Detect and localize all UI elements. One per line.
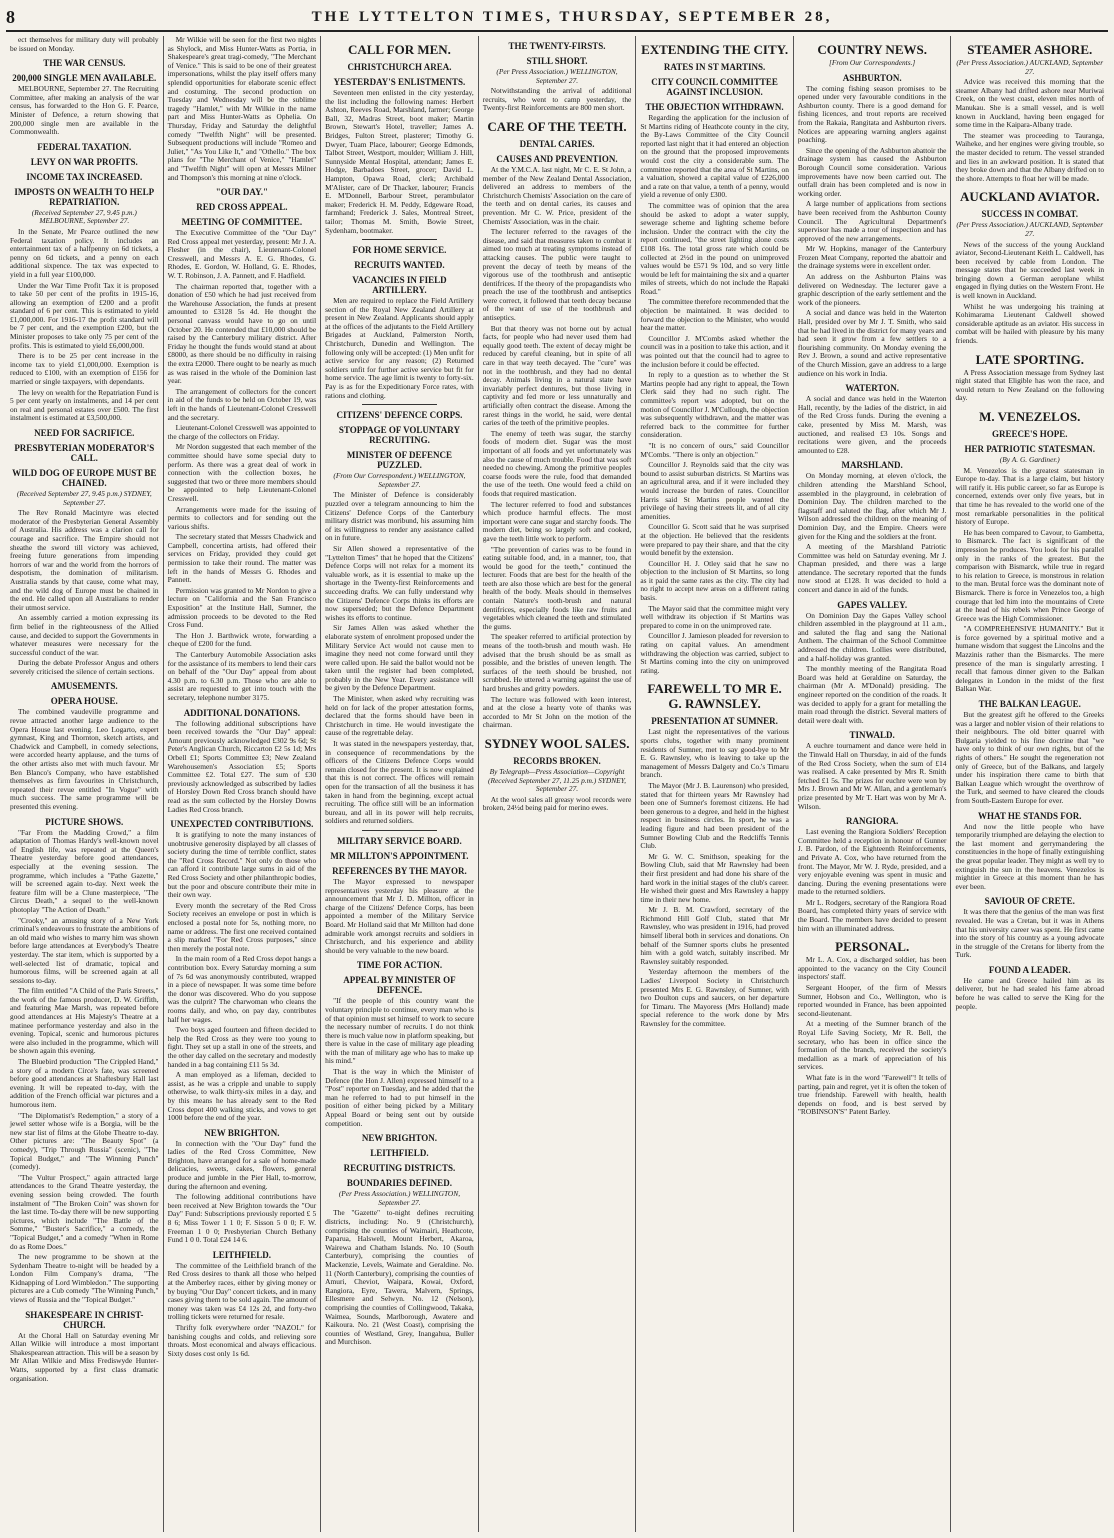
article-paragraph: The Rev Ronald Macintyre was elected moderator of the Presbyterian General Assembly of Australia. His address was a clarion call for courage and sacrifice. The Empire should not sheathe the sword till victory was achieved, freeing future generations from impending horrors of war and the world from the horrors of despotism, the domination of militarism. Australia stands by that cause, come what may, and the wild dog of Europe must be chained in the end. He called upon all Australians to render their utmost service.	[10, 508, 159, 612]
article-paragraph: The levy on wealth for the Repatriation Fund is 5 per cent yearly on instalments, and 14 per cent on real and personal estates over £500. The first instalment is estimated at £3,500,000.	[10, 387, 159, 423]
article-subheading: VACANCIES IN FIELD ARTILLERY.	[352, 275, 447, 296]
article-paragraph: The committee therefore recommended that the objection be maintained. It was decided to forward the objection to the Minister, who would hear the matter.	[640, 297, 789, 333]
article-paragraph: Thrifty folk everywhere order "NAZOL" for banishing coughs and colds, and relieving sore throats. Most economical and always efficacious. Sixty doses cost only 1s 6d.	[167, 1322, 317, 1358]
article-paragraph: Under the War Time Profit Tax it is proposed to take 50 per cent of the profits in 1915-16, allowing an exemption of £200 and a profit standard of 6 per cent. This is estimated to yield £1,000,000. For 1916-17 the profit standard will be 7 per cent, and the exemption £200, but the Minister proposes to take only 75 per cent of the profits. This is estimated to yield £6,000,000.	[10, 280, 159, 350]
article-subheading: FOUND A LEADER.	[988, 964, 1071, 975]
dateline: [From Our Correspondents.]	[829, 58, 916, 67]
dateline: (Received September 27, 9.45 p.m.) MELBOURNE, September 27.	[31, 207, 137, 226]
article-paragraph: MELBOURNE, September 27. The Recruiting Committee, after making an analysis of the war census, has forwarded to the Hon G. F. Pearce, Minister of Defence, a return showing that 200,000 single men are available in the Commonwealth.	[10, 84, 159, 137]
article-subheading: DENTAL CARIES.	[519, 138, 595, 149]
article-paragraph: The secretary stated that Messrs Chadwick and Campbell, concertina artists, had offered their services on Friday, provided they could get permission to take their round. The matter was left in the hands of Messrs G. Rhodes and Pannett.	[167, 532, 317, 585]
article-paragraph: "A COMPREHENSIVE HUMANITY." But it is force governed by a spiritual motive and a humane wisdom that suggest the Lincolns and the Mazzinis rather than the Bismarcks. The mere presence of the man is singularly arresting. I recall that famous dinner given to the Balkan delegates in London in the midst of the first Balkan War.	[955, 624, 1105, 694]
article-paragraph: The following additional subscriptions have been received towards the "Our Day" appeal: Amount previously acknowledged £302 9s 6d; St Peter's Anglican Church, Riccarton £2 5s 1d; Mrs Orbell £1; Sports Committee £3; New Zealand Warehousemen's Association £5; Sports Committee £2. Total £27. The sum of £30 previously acknowledged as subscribed by ladies of Horsley Down Red Cross branch should have read as the sum collected by the Horsley Downs Ladies Red Cross branch.	[167, 718, 317, 814]
article-paragraph: Councillor J. Reynolds said that the city was bound to assist suburban districts. St Martins was an agricultural area, and if it were included they would increase the burden of rates. Councillor Harris said St Martins people wanted the privilege of having their streets lit, and of all city amenities.	[640, 460, 789, 521]
column-4	[479, 36, 637, 1532]
article-subheading: WHAT HE STANDS FOR.	[977, 810, 1082, 821]
dateline: (Per Press Association.) WELLINGTON, September 27.	[496, 67, 618, 85]
article-subheading: TINWALD.	[849, 730, 895, 741]
article-paragraph: Last night the representatives of the various sports clubs, together with many prominent residents of Sumner, met to say good-bye to Mr E. G. Rawnsley, who is leaving to take up the management of Messrs Dalgety and Co.'s Timaru branch.	[640, 727, 789, 780]
article-paragraph: News of the success of the young Auckland aviator, Second-Lieutenant Keith L. Caldwell, has been received by cable from London. The message states that he succeeded last week in bringing down a German aeroplane whilst engaged in flying duties on the Western Front. He is well known in Auckland.	[955, 239, 1105, 301]
article-subheading: RATES IN ST MARTINS.	[663, 62, 766, 72]
article-paragraph: The speaker referred to artificial protection by means of the tooth-brush and mouth wash. He advised that the brush should be as small as possible, and the bristles of uneven length. The surfaces of the teeth should be brushed, not scrubbed. He uttered a warning against the use of hard brushes and gritty powders.	[482, 632, 632, 693]
section-divider	[362, 239, 436, 240]
article-subheading: SUCCESS IN COMBAT.	[981, 209, 1078, 220]
article-paragraph: A Press Association message from Sydney last night stated that Eligible has won the race, and would return to New Zealand on the following day.	[955, 367, 1105, 403]
article-subheading: STILL SHORT.	[526, 56, 588, 66]
article-paragraph: The Minister, when asked why recruiting was held on for lack of the proper attestation forms, declared that the forms should have been in Christchurch in time. He would investigate the cause of the regrettable delay.	[325, 694, 474, 738]
article-subheading: APPEAL BY MINISTER OF DEFENCE.	[343, 975, 456, 996]
article-paragraph: Mr Nordon suggested that each member of the committee should have some special duty to perform. As there was a great deal of work in connection with the collection boxes, he suggested that two or three more members should be appointed to help Lieutenant-Colonel Cresswell.	[167, 442, 317, 503]
article-paragraph: Lieutenant-Colonel Cresswell was appointed to the charge of the collectors on Friday.	[167, 423, 317, 441]
article-paragraph: At the Y.M.C.A. last night, Mr C. E. St John, a member of the New Zealand Dental Association, delivered an address to members of the Christchurch Chemists' Association on the care of the teeth and on dental caries, its causes and prevention. Mr C. W. Price, president of the Chemists' Association, was in the chair.	[482, 164, 632, 226]
article-subheading: THE WAR CENSUS.	[43, 58, 126, 69]
article-paragraph: An assembly carried a motion expressing its firm belief in the righteousness of the Allied cause, and decided to support the Governments in whatever measures were necessary for the successful conduct of the war.	[10, 613, 159, 657]
article-subheading: SHAKESPEARE IN CHRIST-CHURCH.	[25, 1309, 144, 1330]
article-paragraph: But the greatest gift he offered to the Greeks was a larger and nobler vision of their relations to their neighbours. The old bitter quarrel with Bulgaria yielded to his fine doctrine that "we have only to think of our own rights, but of the rights of others." He sought the regeneration not only of Greece, but of the Balkans, and largely under his inspiration there came to birth that Balkan League which wrought the overthrow of the Turk, and seemed to have cleared the clouds from South-Eastern Europe for ever.	[955, 710, 1105, 805]
article-paragraph: The lecture was followed with keen interest, and at the close a hearty vote of thanks was accorded to Mr St John on the motion of the chairman.	[482, 694, 632, 730]
article-paragraph: Every month the secretary of the Red Cross Society receives an envelope or post in which is enclosed a postal note for 5s, nothing more, no name or address. The first one received contained a slip marked "For Red Cross purposes," since then merely the postal note.	[167, 900, 317, 953]
article-subheading: CAUSES AND PREVENTION.	[496, 153, 618, 164]
article-subheading: NEW BRIGHTON.	[204, 1127, 280, 1138]
article-subheading: FEDERAL TAXATION.	[37, 141, 132, 152]
article-paragraph: The Hon J. Barthwick wrote, forwarding a cheque of £200 for the fund.	[167, 630, 317, 649]
article-paragraph: The film entitled "A Child of the Paris Streets," the work of the famous producer, D. W. Griffith, and featuring Mae Marsh, was repeated before good attendances at His Majesty's Theatre at a matinee performance yesterday and also in the evening. Topical, scenic and humorous pictures were also included in the programme, which will be shown again this evening.	[10, 986, 159, 1056]
article-paragraph: A euchre tournament and dance were held in the Tinwald Hall on Thursday, in aid of the funds of the Red Cross Society, when the sum of £14 was realised. A cake presented by Mrs R. Smith fetched £1 5s. The prizes for euchre were won by Mrs J. Brown and Mr W. Allan, and a gentleman's prize presented by Mr T. Hart was won by Mr A. Wilson.	[797, 741, 947, 811]
article-subheading: MEETING OF COMMITTEE.	[181, 217, 303, 228]
article-paragraph: Yesterday afternoon the members of the Ladies' Liverpool Society in Christchurch presented Mrs E. G. Rawnsley, of Sumner, with two Doulton cups and saucers, on her departure for Timaru. The Mayoress (Mrs Holland) made special reference to the work done by Mrs Rawnsley for the committee.	[640, 967, 789, 1028]
article-paragraph: The following additional contributions have been received at New Brighton towards the "Our Day" Fund: Subscriptions previously reported £ 5 8 6; Miss Tower 1 1 0; F. Sisson 5 0 0; F. W. Freeman 1 0 0; Presbyterian Church Bethany Fund 1 0 0. Total £24 14 6.	[167, 1192, 317, 1245]
article-subheading: REFERENCES BY THE MAYOR.	[332, 865, 467, 876]
article-paragraph: In reply to a question as to whether the St Martins people had any right to appeal, the Town Clerk said they had no such right. The committee's report was adopted, but on the motion of Councillor J. M'Cullough, the objection was subsequently withdrawn, and the matter was referred back to the committee for further consideration.	[640, 370, 789, 440]
article-subheading: LEVY ON WAR PROFITS.	[30, 156, 138, 167]
article-paragraph: At the Choral Hall on Saturday evening Mr Allan Wilkie will introduce a most important Shakespearean attraction. This will be a season by Mr Allan Wilkie and Miss Frediswyde Hunter-Watts, supported by a first class dramatic organisation.	[10, 1330, 159, 1383]
article-subheading: SAVIOUR OF CRETE.	[984, 896, 1075, 907]
dateline: (Per Press Association.) WELLINGTON, September 27.	[338, 1189, 461, 1207]
article-headline: EXTENDING THE CITY.	[641, 42, 789, 57]
article-paragraph: Mr G. W. C. Smithson, speaking for the Bowling Club, said that Mr Rawnsley had been their first president and had done his share of the hard work in the initial stages of the club's career. He wished their guest and Mrs Rawnsley a happy time in their new home.	[640, 851, 789, 904]
article-headline: FAREWELL TO MR E. G. RAWNSLEY.	[647, 681, 782, 712]
article-paragraph: At a meeting of the Sumner branch of the Royal Life Saving Society, Mr R. Bell, the secretary, who has been in office since the formation of the branch, received the society's medallion as a mark of appreciation of his services.	[797, 1019, 947, 1072]
article-subheading: THE TWENTY-FIRSTS.	[508, 41, 606, 51]
article-paragraph: Councillor G. Scott said that he was surprised at the objection. He believed that the residents were prepared to pay their share, and that the city would benefit by the extension.	[640, 522, 789, 558]
article-paragraph: He has been compared to Cavour, to Gambetta, to Bismarck. The fact is significant of the impression he produces. You look for his parallel only in the ranks of the greatest. But the comparison with Bismarck, while true in regard to his relation to Greece, is monstrous in relation to the man. Brutal force was the dominant note of Bismarck. There is force in Venezelos too, a high courage that led him into the mountains of Crete at the head of his rebels when Prince George of Greece was the High Commissioner.	[955, 527, 1105, 623]
article-subheading: BOUNDARIES DEFINED.	[346, 1178, 452, 1189]
article-paragraph: It is gratifying to note the many instances of unobtrusive generosity displayed by all classes of society during the time of terrible conflict, states the "Red Cross Record." Not only do those who can afford it contribute large sums in aid of the Red Cross Society and other philanthropic bodies, but the poor and obscure contribute their mite in their own way.	[167, 830, 317, 900]
article-paragraph: Arrangements were made for the issuing of permits to collectors and for sending out the various shifts.	[167, 504, 317, 531]
article-paragraph: At the wool sales all greasy wool records were broken, 24½d being paid for merino ewes.	[482, 794, 632, 813]
article-paragraph: The Canterbury Automobile Association asks for the assistance of its members to lend their cars on behalf of the "Our Day" appeal from about 4.30 p.m. to 6.30 p.m. Those who are able to assist are requested to get into touch with the secretary, telephone number 3175.	[167, 650, 317, 702]
dateline: (By A. G. Gardiner.)	[999, 455, 1060, 464]
article-paragraph: An address on the Ashburton Plains was delivered on Wednesday. The lecturer gave a graphic description of the early settlement and the work of the pioneers.	[797, 272, 947, 307]
article-paragraph: The coming fishing season promises to be opened under very favourable conditions in the Ashburton county. There is a good demand for fishing licences, and trout reports are received from the Rakaia, Rangitata and Ashburton rivers. Notices are appearing warning anglers against poaching.	[797, 83, 947, 145]
article-subheading: WATERTON.	[845, 383, 899, 394]
article-paragraph: ect themselves for military duty will probably be issued on Monday.	[10, 36, 159, 53]
article-paragraph: It was there that the genius of the man was first revealed. He was a Cretan, but it was in Athens that his university career was spent. He first came into the story of his country as a young advocate in the struggle of the Cretans for liberty from the Turk.	[955, 907, 1105, 960]
article-paragraph: Sir Allen showed a representative of the "Lyttelton Times" that he hoped that the Citizens' Defence Corps will not relax for a moment its valuable work, as it is essential to make up the shortage in the Twenty-first Reinforcements and succeeding drafts. We can fully understand why the Citizens' Defence Corps thinks its efforts are now superseded; but the Defence Department wishes its efforts to continue.	[325, 543, 474, 622]
article-subheading: RANGIORA.	[846, 816, 899, 827]
article-paragraph: A social and dance was held in the Waterton Hall, recently, by the ladies of the district, in aid of the Red Cross funds. During the evening a cake, presented by Miss M. Marsh, was auctioned, and realised £3 10s. Songs and recitations were given, and the proceeds amounted to £28.	[797, 394, 947, 455]
article-paragraph: Councillor H. J. Otley said that he saw no objection to the inclusion of St Martins, so long as it paid the same rates as the city. The city had no right to accept new areas on a different rating basis.	[640, 558, 789, 603]
article-paragraph: The Minister of Defence is considerably puzzled over a telegram announcing to him the Citizens' Defence Corps of the Canterbury military district was moribund, his assuming him of its willingness to render any assistance called on in future.	[325, 490, 474, 543]
article-paragraph: A meeting of the Marshland Patriotic Committee was held on Saturday evening. Mr J. Chapman presided, and there was a large attendance. The secretary reported that the funds now stood at £128. It was decided to hold a concert and dance in aid of the funds.	[797, 542, 947, 595]
article-subheading: MR MILLTON'S APPOINTMENT.	[330, 850, 469, 861]
article-paragraph: Notwithstanding the arrival of additional recruits, who went to camp yesterday, the Twenty-first Reinforcements are 800 men short.	[482, 86, 632, 113]
article-subheading: THE OBJECTION WITHDRAWN.	[645, 102, 784, 112]
newspaper-title: THE LYTTELTON TIMES, THURSDAY, SEPTEMBER 28,	[311, 8, 833, 25]
article-subheading: GAPES VALLEY.	[837, 599, 908, 610]
article-paragraph: Mr W. Hopkins, manager of the Canterbury Frozen Meat Company, reported the abattoir and the drainage systems were in excellent order.	[797, 244, 947, 271]
article-paragraph: "The prevention of caries was to be found in eating suitable food, and, in a manner, too, that would be good for the teeth," continued the lecturer. Foods that are best for the health of the teeth are also those which are best for the general health of the body. Meals should in themselves contain Nature's tooth-brush and natural dentifrices, especially foods like raw fruits and vegetables which cleaned the teeth and stimulated the gums.	[482, 544, 632, 631]
article-subheading: MINISTER OF DEFENCE PUZZLED.	[346, 450, 453, 471]
article-paragraph: In connection with the "Our Day" fund the ladies of the Red Cross Committee, New Brighton, have arranged for a sale of home-made delicacies, sweets, cakes, flowers, general produce and jumble in the Pier Hall, to-morrow, during the afternoon and evening.	[167, 1138, 317, 1191]
article-paragraph: Seventeen men enlisted in the city yesterday, the list including the following names: Herbert Ashton, Reeves Road, Marshland, farmer; George Ball, 32, Madras Street, boot maker; Martin Brown, Stewart's Hotel, traveller; James A. Bridges, Fulton Street, plasterer; Timothy G. Dwyer, Tuam Place, labourer; George Edmonds, Talbot Street, Westport, moulder; William J. Hill, Sunnyside Mental Hospital, attendant; James E. Hodge, Barbadoes Street, grocer; David L. Hampton, Opawa Road, clerk; Archibald M'Alister, care of Dr Thacker, labourer; Francis E. M'Donnell, Barbour Street, perambulator maker; Frederick H. M. Peddy, Edgeware Road, farmhand; Frederick J. Sales, Montreal Street, tailor; Thomas M. Smith, Bowie Street, Sydenham, bootmaker.	[325, 88, 474, 235]
column-7	[951, 36, 1108, 1532]
article-subheading: LEITHFIELD.	[212, 1249, 271, 1260]
article-paragraph: In the main room of a Red Cross depot hangs a contribution box. Every Saturday morning a sum of 7s 6d was anonymously contributed, wrapped in a piece of newspaper. It was some time before the donor was discovered. Who do you suppose was the culprit? The charwoman who cleans the rooms daily, and who, on pay day, contributes half her wages.	[167, 954, 317, 1024]
article-paragraph: The monthly meeting of the Rangitata Road Board was held at Geraldine on Saturday, the chairman (Mr A. M'Donald) presiding. The engineer reported on the condition of the roads. It was decided to apply for a grant for metalling the main road through the district. Several matters of detail were dealt with.	[797, 664, 947, 725]
article-paragraph: Mr Wilkie will be seen for the first two nights as Shylock, and Miss Hunter-Watts as Portia, in Shakespeare's great tragi-comedy, "The Merchant of Venice." This is said to be one of their greatest impersonations, whilst the play itself offers many splendid opportunities for elaborate scenic effect and costuming. The second production on Tuesday and Wednesday will be the sublime tragedy "Hamlet," with Mr Wilkie in the name part and Miss Hunter-Watts as Ophelia. On Thursday, Friday and Saturday the delightful comedy "Twelfth Night" will be presented. Subsequent productions will include "Romeo and Juliet," "As You Like It," and "Othello." The box plans for "The Merchant of Venice," "Hamlet" and "Twelfth Night" will open at Messrs Milner and Thompson's this morning at nine o'clock.	[167, 36, 317, 182]
article-paragraph: A large number of applications from sections have been received from the Ashburton County Council. The Agricultural Department's supervisor has made a tour of inspection and has approved of the new arrangements.	[797, 199, 947, 243]
article-paragraph: On Dominion Day the Gapes Valley school children assembled in the playground at 11 a.m., and saluted the flag and sang the National Anthem. The chairman of the School Committee addressed the children. Lollies were distributed, and a half-holiday was granted.	[797, 610, 947, 663]
dateline: (Per Press Association.) AUCKLAND, September 27.	[956, 220, 1104, 238]
article-paragraph: It was stated in the newspapers yesterday, that, in consequence of recommendations by the officers of the Citizens Defence Corps would remain closed for the present. It is now explained that this is not correct. The offices will remain open for the transaction of all the business it has taken in hand from the beginning, except actual recruiting. The office still will be an information bureau, and all in its power will help recruits, soldiers and returned soldiers.	[325, 739, 474, 826]
article-headline: PERSONAL.	[835, 939, 910, 955]
article-paragraph: The arrangement of collectors for the concert in aid of the funds to be held on October 19, was left in the hands of Lieutenant-Colonel Cresswell and the secretary.	[167, 386, 317, 422]
article-paragraph: Mr L. Rodgers, secretary of the Rangiora Road Board, has completed thirty years of service with the Board. The members have decided to present him with an illuminated address.	[797, 897, 947, 933]
article-headline: SYDNEY WOOL SALES.	[484, 735, 630, 751]
article-subheading: CITIZENS' DEFENCE CORPS.	[336, 410, 463, 421]
article-paragraph: Mr J. B. M. Crawford, secretary of the Richmond Hill Golf Club, stated that Mr Rawnsley, who was president in 1916, had proved himself liberal both in services and donations. On behalf of the Sumner sports clubs he presented him with a gold watch, suitably inscribed. Mr Rawnsley suitably responded.	[640, 905, 789, 966]
section-divider	[362, 404, 436, 405]
article-subheading: ADDITIONAL DONATIONS.	[183, 707, 301, 718]
article-subheading: WILD DOG OF EUROPE MUST BE CHAINED.	[12, 468, 157, 488]
article-paragraph: A social and dance was held in the Waterton Hall, presided over by Mr J. T. Smith, who said that he had lived in the district for many years and had seen it grow from a few settlers to a flourishing community. On Monday evening the Rev J. Brown, a sound and active representative of the Church Mission, gave an address to a large audience on his work in India.	[797, 308, 947, 378]
article-headline: AUCKLAND AVIATOR.	[960, 189, 1100, 205]
article-paragraph: "Far From the Madding Crowd," a film adaptation of Thomas Hardy's well-known novel of English life, was repeated at the Queen's Theatre yesterday before good attendances, especially at the evening session. The programme, which includes a "Pathe Gazette," will be screened again to-day. Next week the feature film will be a Clune masterpiece, "The Circus Death," a sequel to the well-known photoplay "The Action of Death."	[10, 827, 159, 914]
article-headline: CALL FOR MEN.	[347, 42, 451, 57]
article-paragraph: But that theory was not borne out by actual facts, for people who had never used them had equally good teeth. The extent of decay might be reduced by careful cleaning, but in spite of all care in that way teeth decayed. The "cure" was not in the toothbrush, and they had no dental decay. Animals living in a natural state have invariably perfect dentures, but those living in captivity and fed more or less unnaturally and artificially often contract the disease. Among the rarest things in the world, he said, were dental caries of the teeth of the primitive peoples.	[482, 323, 632, 428]
article-paragraph: In the Senate, Mr Pearce outlined the new Federal taxation policy. It includes an entertainment tax of a halfpenny on 6d tickets, a penny on 6d tickets, and a penny on each additional sixpence. The tax was expected to yield in a full year £100,000.	[10, 226, 159, 279]
article-headline: M. VENEZELOS.	[979, 409, 1081, 424]
article-paragraph: Sergeant Hooper, of the firm of Messrs Sumner, Hobson and Co., Wellington, who is reported wounded in France, has been appointed second-lieutenant.	[797, 983, 947, 1018]
article-paragraph: The Mayor said that the committee might very well withdraw its objection if St Martins was prepared to come in on the unimproved rate.	[640, 603, 789, 630]
article-paragraph: Regarding the application for the inclusion of St Martins riding of Heathcote county in the city, the By-Laws Committee of the City Council reported last night that it had entered an objection on the ground that the proposed improvements would cost the city a considerable sum. The committee reported that the area of St Martins, on a valuation, showed a capital value of £226,000 and a rate on that value, a tenth of a penny, would yield a revenue of only £300.	[640, 113, 789, 200]
article-paragraph: The enemy of teeth was sugar, the starchy foods of modern diet. Sugar was the most important of all foods and yet unfortunately was also the cause of much trouble. Food that was soft needed no chewing. Among the primitive peoples coarse foods were the rule, food that demanded the use of the teeth. One would feed a child on foods that required mastication.	[482, 428, 632, 498]
article-paragraph: The Executive Committee of the "Our Day" Red Cross appeal met yesterday, present: Mr J. A. Flesher (in the chair), Lieutenant-Colonel Cresswell, and Messrs A. E. G. Rhodes, G. Rhodes, E. Gordon, W. Holland, G. E. Rhodes, W. T. Robinson, J. A. Pannett, and F. Hadfield.	[167, 228, 317, 281]
article-subheading: PRESBYTERIAN MODERATOR'S CALL.	[14, 443, 155, 463]
article-paragraph: And now the little people who have temporarily triumphed are delaying the election to the last moment and gerrymandering the constituencies in the hope of finally extinguishing the great popular leader. They might as well try to extinguish the sun in the heavens. Venezelos is mightier in Greece at this moment than he has ever been.	[955, 821, 1105, 891]
column-5	[636, 36, 794, 1532]
article-paragraph: That is the way in which the Minister of Defence (the Hon J. Allen) expressed himself to a "Post" reporter on Tuesday, and he added that the man he referred to had to put himself in the position of either being picked by a Military Appeal Board or being sent out by outside competition.	[325, 1067, 474, 1128]
masthead	[6, 4, 1108, 32]
article-headline: CARE OF THE TEETH.	[487, 118, 627, 134]
article-paragraph: "Crooky," an amusing story of a New York criminal's endeavours to frustrate the ambitions of an old maid who wishes to marry him was shown before large attendances at Everybody's Theatre yesterday. The star item, which is supported by a well-selected list of dramatic, topical and humorous films, will be screened again at all sessions to-day.	[10, 915, 159, 985]
article-paragraph: The steamer was proceeding to Tauranga, Waiheke, and her engines were giving trouble, so the master decided to return. The vessel stranded and lies in an awkward position. It is stated that they broke down and that the Albany drifted on to the shore. Attempts to float her will be made.	[955, 130, 1105, 183]
article-headline: STEAMER ASHORE.	[967, 42, 1093, 57]
article-subheading: NEW BRIGHTON.	[361, 1133, 438, 1144]
article-paragraph: Sir James Allen was asked whether the elaborate system of enrolment proposed under the Military Service Act would not cause men to imagine they need not come forward until they were called upon. He said the ballot would not be taken until the register had been completed, probably in the New Year. Every assistance will be given by the Defence Department.	[325, 623, 474, 693]
article-paragraph: What fate is in the word "Farewell"! It tells of parting, pain and regret, yet it is often the token of true friendship. Farewell with health, health depends on food, and is best served by "ROBINSON'S" Patent Barley.	[797, 1072, 947, 1117]
article-paragraph: Since the opening of the Ashburton abattoir the drainage system has caused the Ashburton Borough Council some consideration. Various improvements have now been carried out. The outfall drain has been completed and is now in working order.	[797, 145, 947, 198]
article-paragraph: The Bluebird production "The Crippled Hand," a story of a modern Circe's fate, was screened before good attendances at Shaftesbury Hall last evening. It will be repeated to-day, with the addition of the French official war pictures and a humorous item.	[10, 1057, 159, 1109]
article-paragraph: The Mayor (Mr J. B. Laurenson) who presided, stated that for thirteen years Mr Rawnsley had been one of Sumner's foremost citizens. He had been generous to a degree, and held in the highest respect in business circles. In sport, he was a leading figure and had been president of the Sumner Bowling Club and the Redcliffs Tennis Club.	[640, 780, 789, 851]
dateline: (Received September 27, 9.45 p.m.) SYDNEY, September 27.	[16, 489, 152, 507]
article-subheading: ASHBURTON.	[842, 72, 902, 83]
article-paragraph: "The Diplomatist's Redemption," a story of a jewel setter whose wife is a Borgia, will be the new star list of films at the Globe Theatre to-day. Other pictures are: "The Beauty Spot" (a comedy), "Trip Through Russia" (scenic), "The Topical Budget," and "The Winning Punch" (comedy).	[10, 1110, 159, 1172]
dateline: By Telegraph—Press Association—Copyright (Received September 27, 11.25 p.m.) SYDNEY, September 27.	[488, 766, 626, 794]
column-2	[164, 36, 322, 1532]
article-paragraph: Men are required to replace the Field Artillery section of the Royal New Zealand Artillery at present in New Zealand. Applicants should apply at the offices of the adjutants to the Field Artillery Brigades at Auckland, Palmerston North, Christchurch, Dunedin and Wellington. The following only will be accepted: (1) Men unfit for active service for any reason; (2) Returned soldiers unfit for further active service but fit for home service. The age limit is twenty to forty-six. Pay is as for the Expeditionary Force rates, with rations and clothing.	[325, 296, 474, 400]
column-3	[321, 36, 479, 1532]
article-paragraph: He came and Greece hailed him as its deliverer, but he had sealed his fame abroad before he was called to serve the King for the people.	[955, 975, 1105, 1011]
article-subheading: CHRISTCHURCH AREA.	[347, 62, 452, 72]
article-subheading: "OUR DAY."	[215, 187, 269, 198]
article-subheading: CITY COUNCIL COMMITTEE AGAINST INCLUSION.	[651, 77, 778, 97]
article-paragraph: A man employed as a lifeman, decided to assist, as he was a cripple and unable to supply otherwise, to walk thirty-six miles in a day, and by this means he has already sent to the Red Cross depot 400 walking sticks, and vows to get 1000 before the end of the year.	[167, 1070, 317, 1123]
article-subheading: RECRUITS WANTED.	[354, 260, 445, 271]
article-subheading: NEED FOR SACRIFICE.	[34, 428, 135, 438]
article-paragraph: Councillor J. Jamieson pleaded for reversion to rating on capital values. An amendment withdrawing the objection was carried, subject to St Martins coming into the city on unimproved rating.	[640, 631, 789, 675]
article-subheading: HER PATRIOTIC STATESMAN.	[964, 444, 1096, 454]
article-paragraph: Councillor J. M'Combs asked whether the council was in a position to take this action, and it was pointed out that the council had to agree to the inclusion before it could be effected.	[640, 333, 789, 369]
article-paragraph: "It is no concern of ours," said Councillor M'Combs. "There is only an objection."	[640, 440, 789, 459]
article-paragraph: There is to be 25 per cent increase in the income tax to yield £1,000,000. Exemption is reduced to £100, with an exemption of £156 for married or single taxpayers, with dependants.	[10, 351, 159, 387]
article-subheading: MILITARY SERVICE BOARD.	[337, 835, 462, 846]
article-paragraph: The lecturer referred to the ravages of the disease, and said that measures taken to combat it aimed too much at treating symptoms instead of attacking causes. The public were taught to prevent the decay of teeth by means of the vigorous use of the toothbrush and antiseptic dentifrices. If the theory of the propagandists who preach the use of the toothbrush and antiseptics were correct, it followed that teeth decay because of the want of use of the toothbrush and antiseptics.	[482, 227, 632, 323]
article-paragraph: The Mayor expressed to newspaper representatives yesterday his pleasure at the announcement that Mr J. D. Millton, officer in charge of the Citizens' Defence Corps, has been appointed a member of the Military Service Board. Mr Holland said that Mr Millton had done admirable work amongst recruits and soldiers in Christchurch, and his experience and ability should be very valuable to the new board.	[325, 876, 474, 955]
article-subheading: MARSHLAND.	[841, 460, 903, 471]
article-paragraph: The lecturer referred to food and substances which produce harmful effects. The most important were cane sugar and starchy foods. The modern diet, being so largely soft and cooked, gave the teeth little work to perform.	[482, 499, 632, 543]
article-paragraph: On Monday morning, at eleven o'clock, the children attending the Marshland School, assembled in the playground, in celebration of Dominion Day. The children marched to the flagstaff and saluted the flag, after which Mr J. Wilson addressed the children on the meaning of Dominion Day, and the Empire. Cheers were given for the King and the soldiers at the front.	[797, 471, 947, 541]
article-paragraph: Last evening the Rangiora Soldiers' Reception Committee held a reception in honour of Gunner J. B. Pardon, of the Eighteenth Reinforcements, and Private A. Cox, who have returned from the front. The Mayor, Mr W. J. Ryde, presided, and a very enjoyable evening was spent in music and dancing. During the evening presentations were made to the returned soldiers.	[797, 827, 947, 897]
dateline: (From Our Correspondent.) WELLINGTON, September 27.	[333, 471, 466, 489]
page-number: 8	[6, 6, 15, 27]
article-subheading: TIME FOR ACTION.	[356, 960, 443, 971]
article-subheading: GREECE'S HOPE.	[992, 429, 1068, 439]
article-paragraph: The new programme to be shown at the Sydenham Theatre to-night will be headed by a London Film Company's drama, "The Kidnapping of Lord Wimbledon." The supporting pictures are a Cub comedy "The Winning Punch," views of Russia and the "Topical Budget."	[10, 1252, 159, 1305]
article-paragraph: "If the people of this country want the voluntary principle to continue, every man who is of that opinion must set himself to work to secure the necessary number of recruits. I do not think there is much value now in platform speaking, but there is value in the case of military age pleading with the man of military age who has to make up his mind."	[325, 996, 474, 1066]
dateline: (Per Press Association.) AUCKLAND, September 27.	[956, 58, 1104, 76]
article-subheading: PICTURE SHOWS.	[45, 816, 124, 827]
article-paragraph: The "Gazette" to-night defines recruiting districts, including: No. 9 (Christchurch), comprising the counties of Waimairi, Heathcote, Paparua, Halswell, Mount Herbert, Akaroa, Wairewa and Chatham Islands. No. 10 (South Canterbury), comprising the counties of Mackenzie, Levels, Waimate and Geraldine. No. 11 (North Canterbury), comprising the counties of Amuri, Cheviot, Waipara, Kowai, Oxford, Rangiora, Eyre, Tawera, Malvern, Springs, Ellesmere and Selwyn. No. 12 (Nelson), comprising the counties of Collingwood, Takaka, Waimea, Sounds, Marlborough, Awatere and Kaikoura. No. 21 (West Coast), comprising the counties of Westland, Grey, Inangahua, Buller and Murchison.	[325, 1208, 474, 1347]
article-paragraph: The combined vaudeville programme and revue attracted another large audience to the Opera House last evening. Leo Logarto, expert gymnast, King and Thornton, sketch artists, and Chadwick and Campbell, in comedy selections, were accorded hearty applause, and the turns of the other artists also met with much favour. Mr Ben Blanco's Company, who have established themselves as firm favourites in Christchurch, repeated their revue entitled "In Vogue" with much success. The same programme will be presented this evening.	[10, 707, 159, 811]
article-subheading: 200,000 SINGLE MEN AVAILABLE.	[12, 73, 157, 84]
column-1	[6, 36, 164, 1532]
article-subheading: STOPPAGE OF VOLUNTARY RECRUITING.	[338, 425, 460, 446]
article-subheading: AMUSEMENTS.	[50, 681, 118, 692]
article-paragraph: Advice was received this morning that the steamer Albany had drifted ashore near Muriwai Creek, on the west coast, eleven miles north of Manukau. She is a small vessel, and is well known in Auckland, having been engaged for some time in the Kaipara-Albany trade.	[955, 77, 1105, 130]
article-subheading: IMPOSTS ON WEALTH TO HELP REPATRIATION.	[14, 186, 155, 207]
column-6	[794, 36, 952, 1532]
article-subheading: PRESENTATION AT SUMNER.	[651, 716, 778, 727]
article-paragraph: During the debate Professor Angus and others severely criticised the silence of certain sections.	[10, 658, 159, 676]
article-paragraph: "The Vultur Prospect," again attracted large attendances to the Grand Theatre yesterday, the evening session being crowded. The fourth instalment of "The Broken Coin" was shown for the last time. To-day there will be new supporting pictures, which include "The Battle of the Somme," "Buster's Sacrifice," a comedy, the "Topical Budget," and a comedy "When in Rome do as Rome Does."	[10, 1172, 159, 1251]
section-divider	[362, 830, 436, 831]
article-subheading: YESTERDAY'S ENLISTMENTS.	[333, 77, 466, 87]
article-paragraph: Mr L. A. Cox, a discharged soldier, has been appointed to the vacancy on the City Council inspectors' staff.	[797, 955, 947, 982]
article-subheading: UNEXPECTED CONTRIBUTIONS.	[170, 819, 314, 830]
article-paragraph: M. Venezelos is the greatest statesman in Europe to-day. That is a large claim, but history will ratify it. His public career, so far as Europe is concerned, extends over only five years, but in that time he has revealed to the world one of the most remarkable personalities in the political history of Europe.	[955, 465, 1105, 527]
article-paragraph: Permission was granted to Mr Nordon to give a lecture on "California and the San Francisco Exposition" at the Institute Hall, Sumner, the admission proceeds to be devoted to the Red Cross Fund.	[167, 585, 317, 630]
article-subheading: RECRUITING DISTRICTS.	[343, 1163, 456, 1174]
article-subheading: FOR HOME SERVICE.	[352, 245, 447, 256]
article-subheading: INCOME TAX INCREASED.	[26, 171, 143, 182]
article-subheading: THE BALKAN LEAGUE.	[978, 699, 1081, 710]
article-paragraph: Whilst he was undergoing his training at Kohimarama Lieutenant Caldwell showed considerable aptitude as an aviator. His success in combat will be hailed with pleasure by his many friends.	[955, 301, 1105, 346]
article-paragraph: The committee of the Leithfield branch of the Red Cross desires to thank all those who helped at the Amberley races, either by giving money or by buying "Our Day" concert tickets, and in many cases giving them to be sold again. The amount of money was taken was £4 12s 2d, and forty-two trolling tickets were returned for resale.	[167, 1260, 317, 1322]
article-subheading: OPERA HOUSE.	[50, 696, 118, 707]
article-headline: LATE SPORTING.	[975, 351, 1084, 367]
article-paragraph: The committee was of opinion that the area should be asked to adopt a water supply, sewerage scheme and lighting scheme before inclusion. Under the contract with the city the report continued, "the street lighting alone costs £108 16s. The total gross rate which could be collected at 2½d in the pound on unimproved values would be £571 9s 10d, and so very little would be left for maintaining the six and a quarter miles of streets, which do not include the Rapaki Road."	[640, 200, 789, 296]
article-columns	[6, 36, 1108, 1532]
article-subheading: LEITHFIELD.	[370, 1148, 429, 1159]
article-subheading: RED CROSS APPEAL.	[196, 202, 288, 213]
article-headline: COUNTRY NEWS.	[817, 42, 927, 57]
article-subheading: RECORDS BROKEN.	[513, 755, 601, 766]
article-paragraph: Two boys aged fourteen and fifteen decided to help the Red Cross as they were too young to fight. They set up a stall in one of the streets, and the other day called on the secretary and modestly handed in a bag containing £11 5s 3d.	[167, 1025, 317, 1069]
article-paragraph: The chairman reported that, together with a donation of £50 which he had just received from the Warehouse Association, the funds at present amounted to £3128 5s 4d. He thought the personal canvass would have to go on until October 20. He contended that £10,000 should be raised by the Canterbury military district. After Friday he thought the funds would stand at about £8000, as there should be no difficulty in raising the extra £2000. There ought to be nearly as much as was raised in the whole of the Dominion last year.	[167, 281, 317, 386]
